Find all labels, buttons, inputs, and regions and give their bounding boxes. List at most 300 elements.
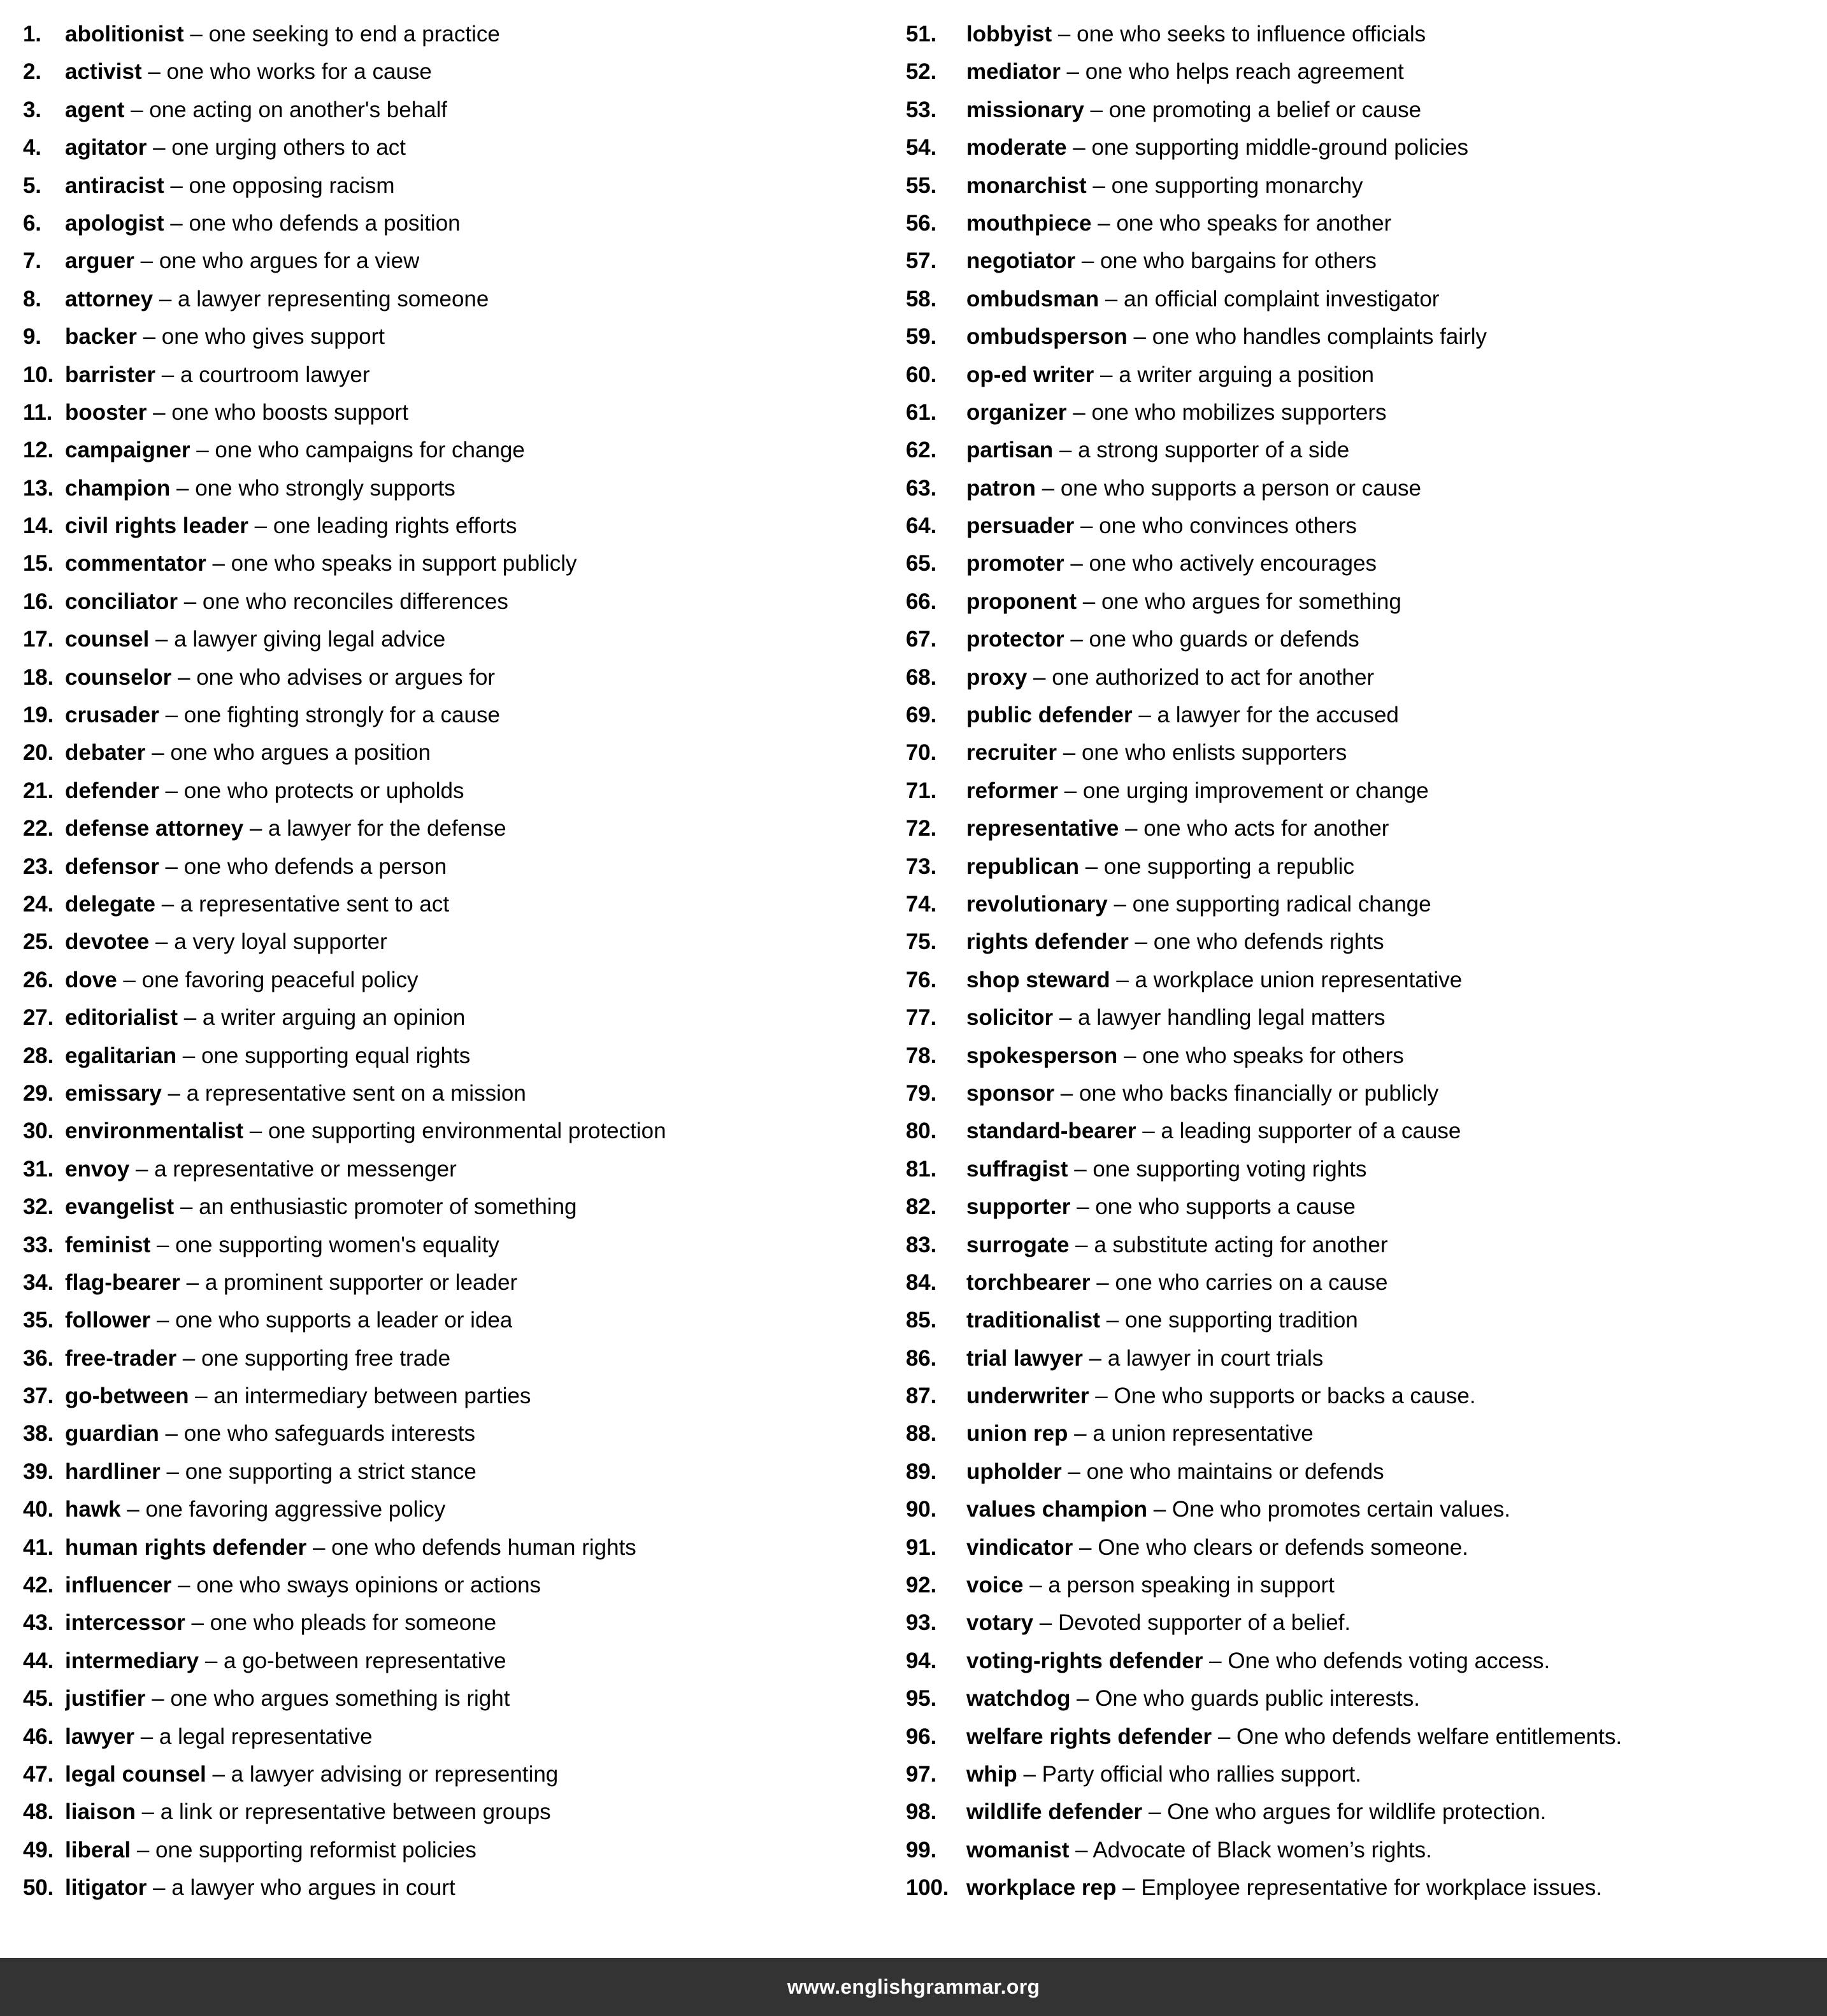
entry-separator: – <box>1017 1761 1042 1787</box>
entry-number: 50. <box>23 1875 54 1901</box>
entry-text <box>966 1453 1384 1491</box>
word-entry <box>23 696 887 734</box>
entry-text <box>966 1529 1468 1566</box>
word-entry <box>906 469 1827 507</box>
entry-term: emissary <box>65 1080 162 1106</box>
entry-term: whip <box>966 1761 1017 1787</box>
entry-text <box>966 204 1391 242</box>
entry-separator: – <box>124 97 150 122</box>
word-entry <box>23 961 887 999</box>
word-entry <box>23 1226 887 1264</box>
entry-text <box>65 394 408 431</box>
entry-text <box>966 583 1401 620</box>
word-entry <box>906 1112 1827 1150</box>
entry-definition: one who speaks in support publicly <box>231 551 577 576</box>
entry-text <box>966 1112 1461 1150</box>
entry-term: champion <box>65 475 171 501</box>
entry-separator: – <box>243 1119 268 1144</box>
entry-separator: – <box>1064 551 1089 576</box>
entry-term: votary <box>966 1610 1034 1636</box>
entry-separator: – <box>190 438 215 463</box>
entry-text <box>65 1566 541 1604</box>
word-entry <box>906 1718 1827 1755</box>
entry-definition: one supporting free trade <box>201 1345 451 1371</box>
entry-text <box>65 356 370 394</box>
entry-text <box>65 1869 455 1906</box>
word-entry <box>23 1604 887 1641</box>
word-entry <box>23 885 887 923</box>
entry-definition: one who acts for another <box>1143 816 1389 841</box>
entry-number: 54. <box>906 135 937 161</box>
entry-term: commentator <box>65 551 206 576</box>
entry-number: 46. <box>23 1724 54 1749</box>
entry-text <box>65 1415 475 1452</box>
entry-separator: – <box>147 135 172 161</box>
entry-separator: – <box>177 1005 203 1031</box>
entry-text <box>966 1604 1351 1641</box>
entry-definition: one supporting equal rights <box>201 1043 471 1068</box>
entry-separator: – <box>134 1724 159 1749</box>
entry-separator: – <box>149 627 175 652</box>
word-entry <box>23 810 887 847</box>
entry-number: 49. <box>23 1837 54 1862</box>
entry-separator: – <box>159 854 184 879</box>
entry-number: 97. <box>906 1761 937 1787</box>
entry-number: 88. <box>906 1421 937 1447</box>
word-entry <box>906 1491 1827 1528</box>
entry-definition: a courtroom lawyer <box>180 362 370 387</box>
entry-number: 15. <box>23 551 54 576</box>
entry-term: torchbearer <box>966 1269 1091 1295</box>
entry-text <box>966 53 1404 90</box>
word-entry <box>906 810 1827 847</box>
entry-text <box>65 53 432 90</box>
entry-number: 95. <box>906 1686 937 1712</box>
entry-term: womanist <box>966 1837 1070 1862</box>
entry-definition: a writer arguing a position <box>1119 362 1374 387</box>
entry-separator: – <box>171 1573 197 1598</box>
entry-text <box>65 1377 531 1415</box>
entry-text <box>65 810 506 847</box>
entry-definition: a person speaking in support <box>1048 1573 1335 1598</box>
entry-term: workplace rep <box>966 1875 1117 1901</box>
entry-separator: – <box>189 1383 214 1409</box>
entry-definition: one who speaks for another <box>1116 210 1392 236</box>
entry-separator: – <box>1074 513 1100 539</box>
word-entry <box>906 772 1827 810</box>
entry-number: 57. <box>906 248 937 274</box>
word-entry <box>906 1642 1827 1680</box>
word-entry <box>23 999 887 1036</box>
entry-definition: a go-between representative <box>224 1648 506 1673</box>
entry-definition: one who boosts support <box>171 399 408 425</box>
entry-text <box>65 961 419 999</box>
entry-text <box>966 1377 1476 1415</box>
entry-term: follower <box>65 1308 151 1333</box>
entry-definition: one who supports a cause <box>1095 1194 1356 1220</box>
word-entry <box>906 507 1827 545</box>
entry-text <box>966 1150 1366 1188</box>
entry-text <box>65 1264 517 1301</box>
entry-definition: a union representative <box>1093 1421 1314 1447</box>
entry-term: conciliator <box>65 589 178 614</box>
entry-separator: – <box>1086 173 1112 198</box>
entry-definition: One who clears or defends someone. <box>1098 1534 1468 1560</box>
entry-number: 27. <box>23 1005 54 1031</box>
entry-separator: – <box>248 513 273 539</box>
entry-term: backer <box>65 324 137 350</box>
entry-definition: one who sways opinions or actions <box>196 1573 541 1598</box>
word-entry <box>906 431 1827 469</box>
entry-number: 69. <box>906 703 937 728</box>
entry-number: 6. <box>23 210 41 236</box>
entry-term: op-ed writer <box>966 362 1094 387</box>
entry-text <box>966 129 1468 166</box>
entry-definition: one opposing racism <box>189 173 395 198</box>
entry-separator: – <box>1117 1043 1143 1068</box>
entry-separator: – <box>135 1799 161 1825</box>
entry-separator: – <box>1084 97 1109 122</box>
entry-number: 89. <box>906 1459 937 1484</box>
entry-number: 78. <box>906 1043 937 1068</box>
entry-separator: – <box>129 1156 155 1182</box>
entry-number: 24. <box>23 891 54 917</box>
entry-text <box>65 772 464 810</box>
entry-definition: one urging others to act <box>171 135 406 161</box>
entry-number: 33. <box>23 1232 54 1257</box>
entry-term: underwriter <box>966 1383 1089 1409</box>
word-entry <box>23 1037 887 1075</box>
entry-number: 25. <box>23 929 54 955</box>
entry-separator: – <box>159 1421 184 1447</box>
entry-term: arguer <box>65 248 134 274</box>
entry-term: supporter <box>966 1194 1071 1220</box>
entry-number: 17. <box>23 627 54 652</box>
entry-definition: a very loyal supporter <box>174 929 387 955</box>
word-entry <box>23 545 887 582</box>
entry-term: intercessor <box>65 1610 185 1636</box>
entry-term: feminist <box>65 1232 151 1257</box>
entry-term: rights defender <box>966 929 1129 955</box>
entry-text <box>65 1301 512 1339</box>
entry-separator: – <box>199 1648 224 1673</box>
entry-number: 20. <box>23 740 54 766</box>
entry-separator: – <box>1116 1875 1142 1901</box>
entry-separator: – <box>1027 664 1052 690</box>
word-entry <box>906 1869 1827 1906</box>
entry-definition: one leading rights efforts <box>273 513 517 539</box>
entry-number: 91. <box>906 1534 937 1560</box>
entry-text <box>966 1340 1323 1377</box>
entry-term: attorney <box>65 286 154 311</box>
word-entry <box>906 318 1827 355</box>
word-entry <box>23 620 887 658</box>
entry-separator: – <box>177 589 203 614</box>
entry-number: 55. <box>906 173 937 198</box>
entry-text <box>966 15 1426 53</box>
word-entry <box>23 204 887 242</box>
entry-term: counsel <box>65 627 150 652</box>
entry-separator: – <box>1094 362 1119 387</box>
entry-text <box>65 431 525 469</box>
entry-term: partisan <box>966 438 1054 463</box>
entry-separator: – <box>147 399 172 425</box>
entry-term: voice <box>966 1573 1024 1598</box>
entry-definition: one supporting women's equality <box>175 1232 499 1257</box>
entry-term: go-between <box>65 1383 189 1409</box>
entry-term: public defender <box>966 703 1133 728</box>
entry-text <box>65 885 449 923</box>
entry-definition: a substitute acting for another <box>1094 1232 1388 1257</box>
word-entry <box>906 167 1827 204</box>
entry-number: 85. <box>906 1308 937 1333</box>
entry-text <box>966 1415 1314 1452</box>
entry-text <box>65 167 395 204</box>
entry-text <box>65 1831 476 1869</box>
word-entry <box>906 1831 1827 1869</box>
entry-number: 61. <box>906 399 937 425</box>
entry-term: campaigner <box>65 438 190 463</box>
entry-separator: – <box>1033 1610 1058 1636</box>
entry-definition: one who argues a position <box>170 740 431 766</box>
word-entry <box>906 394 1827 431</box>
entry-separator: – <box>1069 1232 1094 1257</box>
entry-text <box>966 772 1429 810</box>
word-entry <box>906 1075 1827 1112</box>
entry-text <box>966 1566 1335 1604</box>
entry-text <box>65 1037 470 1075</box>
word-entry <box>23 1075 887 1112</box>
word-entry <box>906 356 1827 394</box>
entry-definition: a lawyer advising or representing <box>231 1761 559 1787</box>
entry-definition: one who guards or defends <box>1089 627 1359 652</box>
entry-definition: a lawyer handling legal matters <box>1078 1005 1386 1031</box>
entry-separator: – <box>150 1308 176 1333</box>
word-entry <box>23 848 887 885</box>
entry-term: human rights defender <box>65 1534 307 1560</box>
entry-separator: – <box>1100 1308 1125 1333</box>
entry-term: welfare rights defender <box>966 1724 1212 1749</box>
entry-term: influencer <box>65 1573 172 1598</box>
entry-definition: One who supports or backs a cause. <box>1114 1383 1476 1409</box>
word-entry <box>23 1718 887 1755</box>
entry-number: 98. <box>906 1799 937 1825</box>
entry-text <box>65 583 508 620</box>
entry-separator: – <box>1127 324 1152 350</box>
entry-term: liaison <box>65 1799 136 1825</box>
entry-text <box>65 1491 445 1528</box>
word-entry <box>906 1150 1827 1188</box>
entry-separator: – <box>1057 778 1083 803</box>
entry-text <box>65 1340 450 1377</box>
entry-separator: – <box>1119 816 1144 841</box>
word-entry <box>906 696 1827 734</box>
entry-definition: a lawyer for the defense <box>268 816 506 841</box>
entry-number: 34. <box>23 1269 54 1295</box>
word-entry <box>23 469 887 507</box>
entry-separator: – <box>145 740 171 766</box>
entry-text <box>65 1112 666 1150</box>
entry-separator: – <box>1099 286 1124 311</box>
entry-separator: – <box>185 1610 210 1636</box>
entry-separator: – <box>1082 1345 1108 1371</box>
word-entry <box>906 1340 1827 1377</box>
entry-term: watchdog <box>966 1686 1071 1712</box>
word-entry <box>906 1226 1827 1264</box>
entry-separator: – <box>1078 854 1104 879</box>
entry-number: 37. <box>23 1383 54 1409</box>
entry-number: 58. <box>906 286 937 311</box>
entry-separator: – <box>1052 22 1077 46</box>
entry-text <box>65 1150 457 1188</box>
entry-separator: – <box>176 1043 201 1068</box>
word-entry <box>906 1301 1827 1339</box>
entry-separator: – <box>164 210 189 236</box>
entry-number: 18. <box>23 664 54 690</box>
entry-separator: – <box>206 551 231 576</box>
entry-number: 41. <box>23 1534 54 1560</box>
entry-text <box>65 280 489 318</box>
entry-separator: – <box>174 1194 199 1220</box>
entry-term: hardliner <box>65 1459 161 1484</box>
word-entry <box>906 659 1827 696</box>
entry-text <box>966 999 1386 1036</box>
entry-separator: – <box>149 929 175 955</box>
entry-separator: – <box>306 1534 332 1560</box>
word-entry <box>906 923 1827 961</box>
entry-number: 72. <box>906 816 937 841</box>
entry-term: shop steward <box>966 967 1110 992</box>
entry-text <box>966 1642 1550 1680</box>
entry-term: republican <box>966 854 1079 879</box>
entry-definition: One who promotes certain values. <box>1171 1497 1511 1522</box>
entry-number: 87. <box>906 1383 937 1409</box>
entry-separator: – <box>1061 1459 1087 1484</box>
entry-separator: – <box>243 816 269 841</box>
entry-number: 82. <box>906 1194 937 1220</box>
entry-definition: one who argues for a view <box>159 248 420 274</box>
entry-term: surrogate <box>966 1232 1070 1257</box>
word-entry <box>23 1340 887 1377</box>
entry-text <box>966 1301 1358 1339</box>
entry-term: crusader <box>65 703 159 728</box>
entry-definition: one who helps reach agreement <box>1085 59 1404 85</box>
word-entry <box>23 1680 887 1717</box>
entry-separator: – <box>1077 589 1101 614</box>
entry-number: 77. <box>906 1005 937 1031</box>
entry-definition: One who defends welfare entitlements. <box>1236 1724 1623 1749</box>
entry-separator: – <box>1068 1421 1093 1447</box>
entry-number: 62. <box>906 438 937 463</box>
entry-definition: a representative or messenger <box>154 1156 457 1182</box>
word-entry <box>906 620 1827 658</box>
entry-term: proxy <box>966 664 1028 690</box>
entry-text <box>65 318 385 355</box>
word-entry <box>23 1642 887 1680</box>
entry-separator: – <box>1212 1724 1237 1749</box>
entry-text <box>966 620 1359 658</box>
entry-definition: an intermediary between parties <box>213 1383 531 1409</box>
entry-term: debater <box>65 740 146 766</box>
word-entry <box>906 242 1827 280</box>
word-entry <box>23 394 887 431</box>
left-column <box>0 0 887 1949</box>
entry-term: apologist <box>65 210 164 236</box>
entry-term: defense attorney <box>65 816 244 841</box>
entry-term: activist <box>65 59 142 85</box>
entry-number: 5. <box>23 173 41 198</box>
word-entry <box>23 129 887 166</box>
entry-text <box>966 885 1431 923</box>
entry-separator: – <box>1057 740 1082 766</box>
entry-term: abolitionist <box>65 22 184 46</box>
entry-definition: one who pleads for someone <box>210 1610 497 1636</box>
word-entry <box>23 1150 887 1188</box>
entry-term: intermediary <box>65 1648 199 1673</box>
entry-number: 7. <box>23 248 41 274</box>
entry-definition: one supporting middle-ground policies <box>1091 135 1468 161</box>
entry-text <box>966 810 1389 847</box>
entry-text <box>65 1453 476 1491</box>
word-entry <box>23 583 887 620</box>
entry-separator: – <box>1023 1573 1049 1598</box>
entry-text <box>65 545 577 582</box>
entry-separator: – <box>1089 1383 1114 1409</box>
word-entry <box>906 1793 1827 1831</box>
word-entry <box>906 1680 1827 1717</box>
entry-text <box>966 545 1377 582</box>
entry-text <box>65 15 500 53</box>
word-entry <box>23 1529 887 1566</box>
word-entry <box>906 961 1827 999</box>
entry-term: persuader <box>966 513 1075 539</box>
entry-number: 47. <box>23 1761 54 1787</box>
entry-number: 53. <box>906 97 937 122</box>
word-entry <box>906 280 1827 318</box>
entry-number: 31. <box>23 1156 54 1182</box>
entry-separator: – <box>159 778 184 803</box>
word-entry <box>23 431 887 469</box>
entry-number: 79. <box>906 1080 937 1106</box>
entry-term: moderate <box>966 135 1067 161</box>
word-entry <box>23 356 887 394</box>
entry-separator: – <box>160 1459 185 1484</box>
entry-definition: one authorized to act for another <box>1052 664 1375 690</box>
entry-separator: – <box>183 22 209 46</box>
entry-definition: a strong supporter of a side <box>1078 438 1350 463</box>
entry-text <box>65 1755 558 1793</box>
entry-number: 40. <box>23 1497 54 1522</box>
entry-number: 75. <box>906 929 937 955</box>
entry-separator: – <box>1054 1080 1079 1106</box>
entry-number: 16. <box>23 589 54 614</box>
word-entry <box>23 242 887 280</box>
word-entry <box>23 772 887 810</box>
entry-definition: a lawyer who argues in court <box>171 1875 455 1901</box>
entry-term: agitator <box>65 135 147 161</box>
entry-separator: – <box>145 1686 171 1712</box>
entry-definition: a prominent supporter or leader <box>204 1269 518 1295</box>
entry-term: wildlife defender <box>966 1799 1143 1825</box>
entry-separator: – <box>1060 59 1085 85</box>
entry-term: mediator <box>966 59 1061 85</box>
entry-text <box>966 923 1384 961</box>
entry-term: promoter <box>966 551 1064 576</box>
entry-term: solicitor <box>966 1005 1054 1031</box>
entry-number: 59. <box>906 324 937 350</box>
entry-definition: a workplace union representative <box>1135 967 1463 992</box>
entry-term: values champion <box>966 1497 1147 1522</box>
